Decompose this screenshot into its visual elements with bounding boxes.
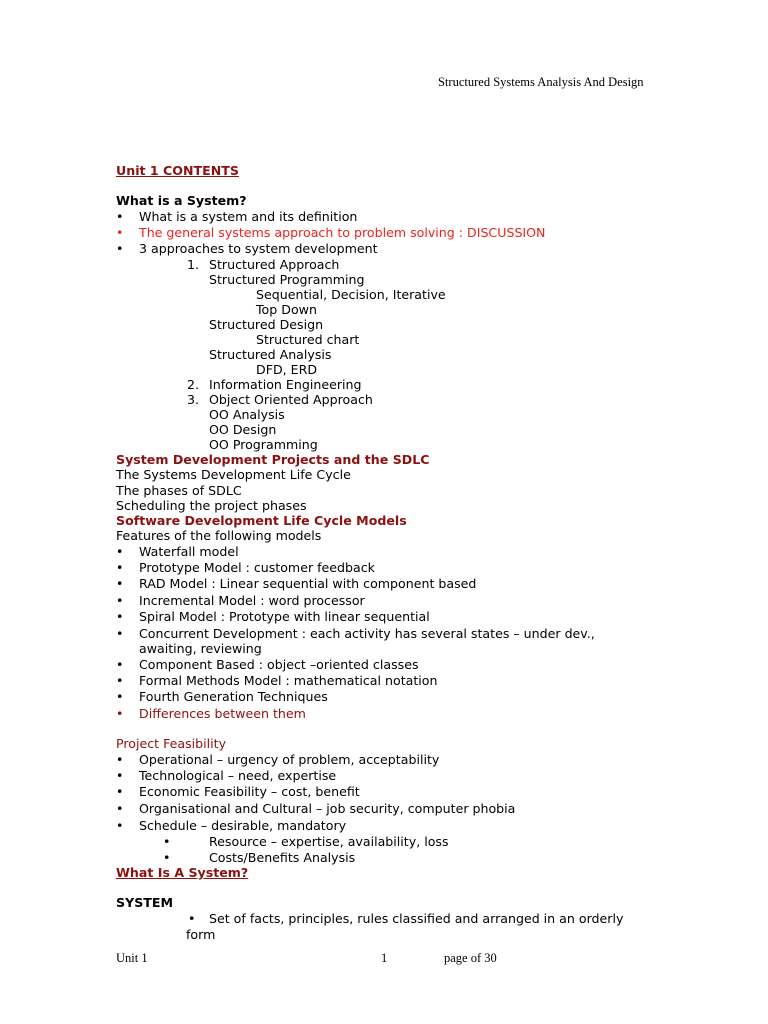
bullet-icon: • <box>188 911 196 926</box>
bullet-icon: • <box>116 768 124 783</box>
list-item: Component Based : object –oriented classes <box>139 657 419 672</box>
sub-sub-item: DFD, ERD <box>256 362 318 377</box>
list-item: Concurrent Development : each activity has several states – under dev., <box>139 626 595 641</box>
footer-page-label: page of 30 <box>444 951 497 965</box>
list-number: 3. <box>187 392 200 407</box>
section-heading-project-feasibility: Project Feasibility <box>116 736 227 751</box>
sub-item: Structured Analysis <box>209 347 332 362</box>
list-item-continuation: awaiting, reviewing <box>139 641 262 656</box>
bullet-icon: • <box>116 673 124 688</box>
section-heading-sdlc: System Development Projects and the SDLC <box>116 452 430 467</box>
list-item: What is a system and its definition <box>139 209 358 224</box>
bullet-icon: • <box>163 850 171 865</box>
bullet-icon: • <box>116 818 124 833</box>
bullet-icon: • <box>116 657 124 672</box>
bullet-icon: • <box>116 706 124 721</box>
bullet-icon: • <box>116 560 124 575</box>
bullet-icon: • <box>116 225 124 240</box>
unit-title: Unit 1 CONTENTS <box>116 163 239 178</box>
numbered-item: Object Oriented Approach <box>209 392 373 407</box>
text-line: The Systems Development Life Cycle <box>116 467 351 482</box>
bullet-icon: • <box>116 241 124 256</box>
sub-sub-item: Top Down <box>256 302 317 317</box>
list-item: Formal Methods Model : mathematical notation <box>139 673 438 688</box>
list-item: Incremental Model : word processor <box>139 593 365 608</box>
running-header: Structured Systems Analysis And Design <box>438 75 644 89</box>
footer-page-number: 1 <box>381 951 388 965</box>
list-item: 3 approaches to system development <box>139 241 378 256</box>
subheading-system: SYSTEM <box>116 895 173 910</box>
bullet-icon: • <box>116 609 124 624</box>
sub-list-item: Costs/Benefits Analysis <box>209 850 356 865</box>
list-item: Economic Feasibility – cost, benefit <box>139 784 360 799</box>
sub-item: Structured Design <box>209 317 324 332</box>
bullet-icon: • <box>116 544 124 559</box>
bullet-icon: • <box>116 209 124 224</box>
bullet-icon: • <box>116 752 124 767</box>
list-item: Operational – urgency of problem, acceptability <box>139 752 440 767</box>
section-heading-what-is-a-system-2: What Is A System? <box>116 865 249 880</box>
list-item: Technological – need, expertise <box>139 768 337 783</box>
list-item: RAD Model : Linear sequential with component based <box>139 576 477 591</box>
bullet-icon: • <box>116 626 124 641</box>
list-item: Organisational and Cultural – job security, computer phobia <box>139 801 516 816</box>
list-number: 1. <box>187 257 200 272</box>
bullet-icon: • <box>116 576 124 591</box>
bullet-icon: • <box>116 689 124 704</box>
list-item: Spiral Model : Prototype with linear sequential <box>139 609 430 624</box>
numbered-item: Structured Approach <box>209 257 340 272</box>
sub-list-item: Resource – expertise, availability, loss <box>209 834 449 849</box>
section-heading-sdlc-models: Software Development Life Cycle Models <box>116 513 407 528</box>
list-item: Prototype Model : customer feedback <box>139 560 375 575</box>
numbered-item: Information Engineering <box>209 377 362 392</box>
text-line: Features of the following models <box>116 528 322 543</box>
bullet-icon: • <box>116 784 124 799</box>
bullet-icon: • <box>116 801 124 816</box>
sub-item: OO Programming <box>209 437 318 452</box>
text-line: The phases of SDLC <box>116 483 242 498</box>
text-line: Scheduling the project phases <box>116 498 307 513</box>
list-item: Set of facts, principles, rules classified and arranged in an orderly <box>209 911 624 926</box>
list-item-highlighted: The general systems approach to problem solving : DISCUSSION <box>139 225 546 240</box>
list-item-highlighted: Differences between them <box>139 706 306 721</box>
list-item: Fourth Generation Techniques <box>139 689 328 704</box>
sub-sub-item: Structured chart <box>256 332 360 347</box>
list-item: Schedule – desirable, mandatory <box>139 818 347 833</box>
sub-item: OO Design <box>209 422 277 437</box>
footer-unit: Unit 1 <box>116 951 148 965</box>
section-heading-what-is-a-system: What is a System? <box>116 193 247 208</box>
sub-sub-item: Sequential, Decision, Iterative <box>256 287 446 302</box>
sub-item: OO Analysis <box>209 407 285 422</box>
list-number: 2. <box>187 377 200 392</box>
sub-item: Structured Programming <box>209 272 365 287</box>
list-item-continuation: form <box>186 927 216 942</box>
bullet-icon: • <box>163 834 171 849</box>
bullet-icon: • <box>116 593 124 608</box>
list-item: Waterfall model <box>139 544 239 559</box>
